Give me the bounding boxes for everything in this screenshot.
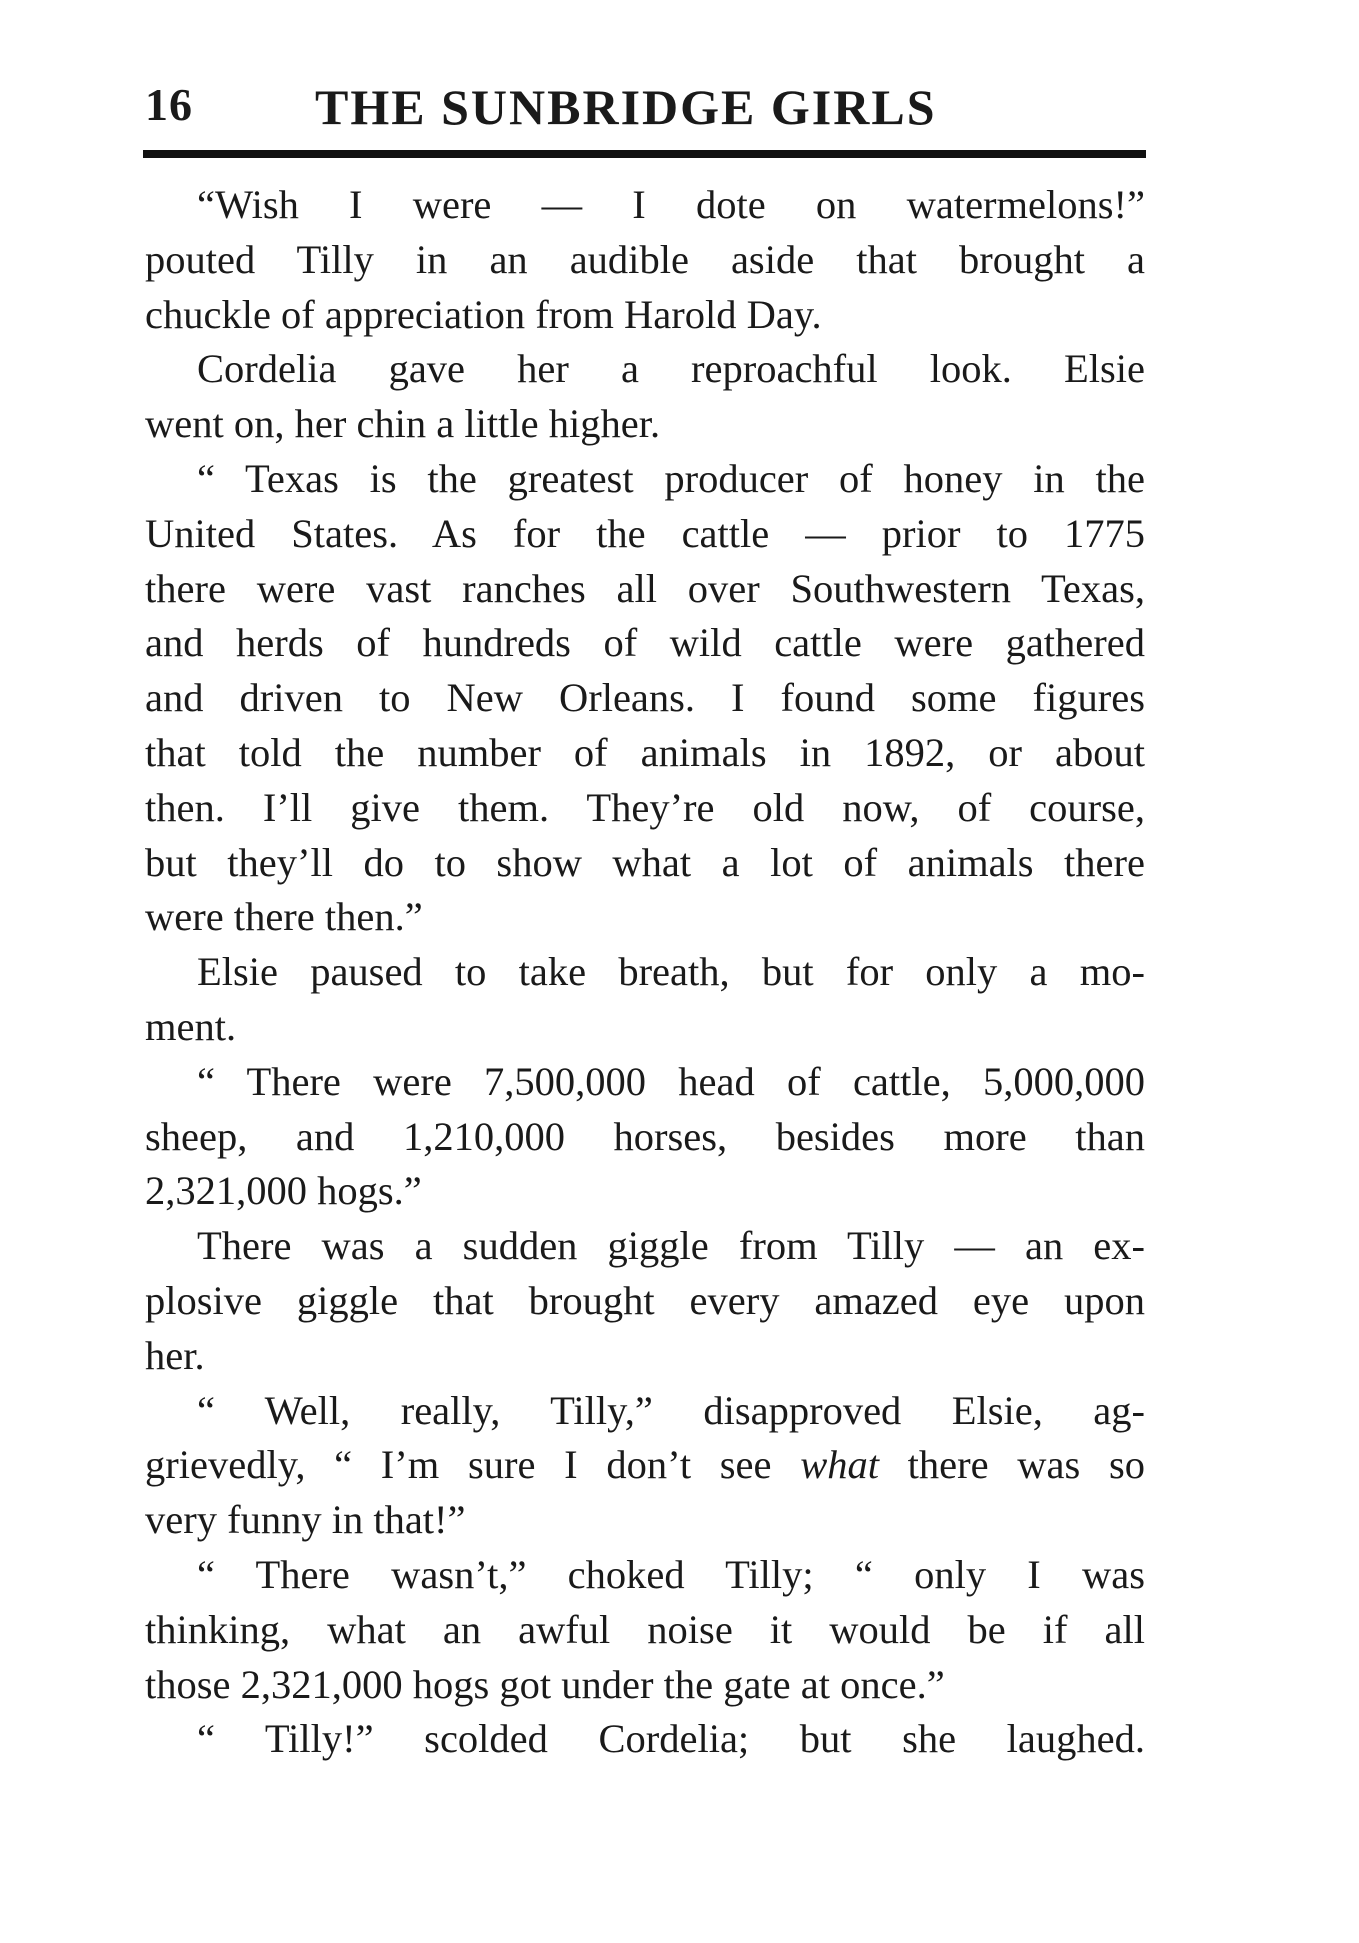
- text-line: ment.: [145, 1003, 237, 1049]
- text-line: but they’ll do to show what a lot of animals there: [145, 839, 1145, 885]
- body-text: [145, 178, 1145, 1767]
- page-number: 16: [145, 79, 193, 130]
- text-line: plosive giggle that brought every amazed eye upon: [145, 1277, 1145, 1323]
- text-line: those 2,321,000 hogs got under the gate at once.”: [145, 1661, 945, 1707]
- text-line: There was a sudden giggle from Tilly — an ex-: [197, 1223, 1145, 1269]
- page-header: [145, 72, 1145, 142]
- text-line: there were vast ranches all over Southwestern Texas,: [145, 565, 1145, 611]
- text-line: Elsie paused to take breath, but for only a mo-: [197, 949, 1145, 995]
- text-line: United States. As for the cattle — prior to 1775: [145, 510, 1145, 556]
- text-line: “Wish I were — I dote on watermelons!”: [197, 182, 1145, 227]
- text-line: “ Well, really, Tilly,” disapproved Elsie, ag-: [197, 1387, 1145, 1433]
- text-line: [145, 1438, 1145, 1493]
- text-line: “ There were 7,500,000 head of cattle, 5,000,000: [197, 1058, 1145, 1104]
- text-line: and driven to New Orleans. I found some figures: [145, 675, 1145, 721]
- text-line: Cordelia gave her a reproachful look. Elsie: [197, 346, 1145, 392]
- text-line: 2,321,000 hogs.”: [145, 1168, 422, 1214]
- text-line: “ There wasn’t,” choked Tilly; “ only I was: [197, 1551, 1145, 1597]
- emphasis-what: what: [800, 1442, 879, 1488]
- text-line: went on, her chin a little higher.: [145, 401, 661, 447]
- running-title: THE SUNBRIDGE GIRLS: [315, 79, 937, 135]
- text-line: “ Tilly!” scolded Cordelia; but she laughed.: [197, 1716, 1145, 1762]
- text-line: were there then.”: [145, 894, 423, 940]
- text-line: then. I’ll give them. They’re old now, of course,: [145, 784, 1145, 830]
- header-rule: [143, 150, 1146, 158]
- text-line: that told the number of animals in 1892, or about: [145, 729, 1145, 775]
- text-line: sheep, and 1,210,000 horses, besides more than: [145, 1113, 1145, 1159]
- text-line: and herds of hundreds of wild cattle were gathered: [145, 620, 1145, 666]
- text-line: pouted Tilly in an audible aside that brought a: [145, 236, 1145, 282]
- text-line: chuckle of appreciation from Harold Day.: [145, 291, 822, 337]
- text-line: “ Texas is the greatest producer of honey in the: [197, 455, 1145, 501]
- text-segment: grievedly, “ I’m sure I don’t see: [145, 1442, 801, 1488]
- text-line: thinking, what an awful noise it would be if all: [145, 1606, 1145, 1652]
- text-line: her.: [145, 1332, 205, 1378]
- text-line: very funny in that!”: [145, 1497, 466, 1543]
- text-segment: there was so: [878, 1442, 1145, 1488]
